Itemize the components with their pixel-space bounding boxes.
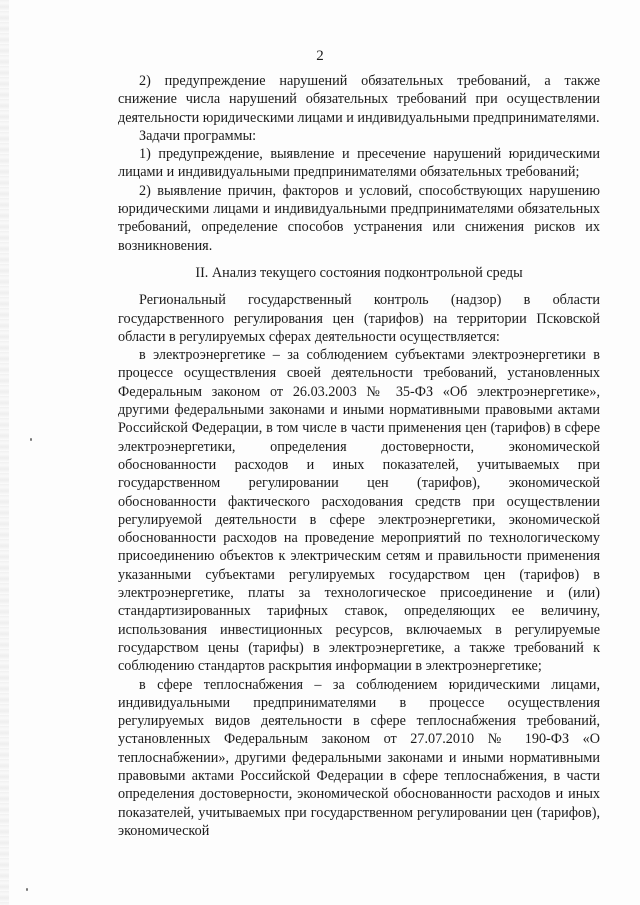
paragraph-task-1: 1) предупреждение, выявление и пресечение нарушений юридическими лицами и индивидуальными предпринимателями обязательных требований; xyxy=(118,146,600,181)
paragraph-heat-supply: в сфере теплоснабжения – за соблюдением юридическими лицами, индивидуальными предпринимателями в процессе осуществления регулируемых видов деятельности в сфере теплоснабжения требований, установленных Федеральным законом от 27.07.2010 № 190-ФЗ «О теплоснабжении», другими федеральными законами и иными нормативными правовыми актами Российской Федерации в сфере теплоснабжения, в части определения достоверности, экономической обоснованности расходов и иных показателей, учитываемых при государственном регулировании цен (тарифов), экономической xyxy=(118,676,600,839)
scan-edge-shadow xyxy=(0,0,9,905)
paragraph-electricity: в электроэнергетике – за соблюдением субъектами электроэнергетики в процессе осуществления своей деятельности требований, установленных Федеральным законом от 26.03.2003 № 35-ФЗ «Об электроэнергетике», другими федеральными законами и иными нормативными правовыми актами Российской Федерации, в том числе в части применения цен (тарифов) в сфере электроэнергетики, определения достоверности, экономической обоснованности расходов и иных показателей, учитываемых при государственном регулировании цен (тарифов), экономической обоснованности фактического расходования средств при осуществлении регулируемой деятельности в сфере электроэнергетики, экономической обоснованности расходов на проведение мероприятий по технологическому присоединению объектов к электрическим сетям и правильности применения указанными субъектами регулируемых государством цен (тарифов) в электроэнергетике, платы за технологическое присоединение и (или) стандартизированных тарифных ставок, определяющих ее величину, использования инвестиционных ресурсов, включаемых в регулируемые государством цены (тарифы) в электроэнергетике, а также требований к соблюдению стандартов раскрытия информации в электроэнергетике; xyxy=(118,347,600,675)
paragraph-tasks-heading: Задачи программы: xyxy=(139,127,257,144)
paragraph-control-intro: Региональный государственный контроль (надзор) в области государственного регулирования цен (тарифов) на территории Псковской области в регулируемых сферах деятельности осуществляется: xyxy=(118,292,600,345)
paragraph-goal-2: 2) предупреждение нарушений обязательных требований, а также снижение числа нарушений обязательных требований при осуществлении деятельности юридическими лицами и индивидуальными предпринимателями. xyxy=(118,73,600,126)
scan-speck xyxy=(30,438,32,441)
paragraph-task-2: 2) выявление причин, факторов и условий, способствующих нарушению юридическими лицами и индивидуальными предпринимателями обязательных требований, определение способов устранения или снижения рисков их возникновения. xyxy=(118,182,600,254)
section-heading: II. Анализ текущего состояния подконтрольной среды xyxy=(195,264,523,281)
scan-speck xyxy=(26,888,28,891)
document-body xyxy=(118,72,600,840)
page-number: 2 xyxy=(316,48,324,64)
